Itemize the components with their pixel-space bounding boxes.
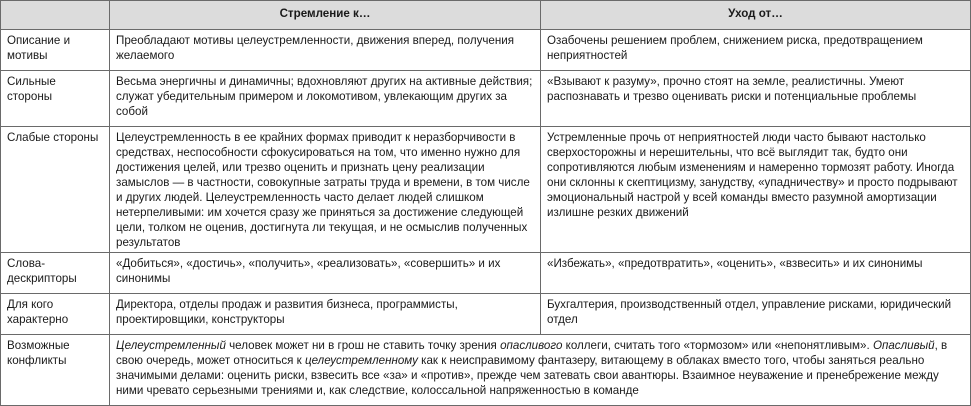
table-row-typical-for [1, 294, 971, 335]
cell-weaknesses-away: Устремленные прочь от неприятностей люди часто бывают настолько сверхосторожны и нерешительны, что всё выглядит так, будто они сопротивляются любым изменениям и намеренно тормозят работу. Иногда они склонны к скептицизму, занудству, «упадничеству» и просто подрывают эмоциональный настрой у всей команды вместо разумной амортизации излишне резких движений [541, 127, 971, 253]
header-corner-cell [1, 1, 110, 30]
row-label-weaknesses: Слабые стороны [1, 127, 110, 253]
row-label-descriptor-words: Слова-дескрипторы [1, 253, 110, 294]
cell-typical-for-toward: Директора, отделы продаж и развития бизнеса, программисты, проектировщики, конструкторы [110, 294, 541, 335]
conflicts-term-cautious-2: Опасливый [872, 339, 935, 352]
row-label-conflicts: Возможные конфликты [1, 335, 110, 406]
row-label-description: Описание и мотивы [1, 30, 110, 71]
cell-conflicts [110, 335, 971, 406]
conflicts-text-3: , в свою очередь, может относиться к [116, 339, 948, 367]
conflicts-term-cautious: опасливого [500, 339, 563, 352]
table-row-description [1, 30, 971, 71]
cell-strengths-away: «Взывают к разуму», прочно стоят на земле, реалистичны. Умеют распознавать и трезво оценивать риски и потенциальные проблемы [541, 71, 971, 127]
header-toward: Стремление к… [110, 1, 541, 30]
table-row-weaknesses [1, 127, 971, 253]
conflicts-term-goal-oriented-2: целеустремленному [304, 354, 418, 367]
conflicts-text-4: как к неисправимому фантазеру, витающему в облаках вместо того, чтобы заняться реально значимыми делами: оценить риски, взвесить все «за» и «против», прежде чем затевать свои авантюры. Взаимное неуважение и пренебрежение между ними чревато серьезными трениями и, как следствие, колоссальной напряженностью в команде [116, 354, 939, 397]
conflicts-term-goal-oriented: Целеустремленный [116, 339, 226, 352]
cell-description-toward: Преобладают мотивы целеустремленности, движения вперед, получения желаемого [110, 30, 541, 71]
cell-descriptor-words-toward: «Добиться», «достичь», «получить», «реализовать», «совершить» и их синонимы [110, 253, 541, 294]
table-row-descriptor-words [1, 253, 971, 294]
cell-descriptor-words-away: «Избежать», «предотвратить», «оценить», «взвесить» и их синонимы [541, 253, 971, 294]
cell-description-away: Озабочены решением проблем, снижением риска, предотвращением неприятностей [541, 30, 971, 71]
conflicts-text-1: человек может ни в грош не ставить точку зрения [225, 339, 501, 352]
row-label-strengths: Сильные стороны [1, 71, 110, 127]
cell-strengths-toward: Весьма энергичны и динамичны; вдохновляют других на активные действия; служат убедительным примером и локомотивом, увлекающим других за собой [110, 71, 541, 127]
header-away-from: Уход от… [541, 1, 971, 30]
cell-typical-for-away: Бухгалтерия, производственный отдел, управление рисками, юридический отдел [541, 294, 971, 335]
conflicts-text-2: коллеги, считать того «тормозом» или «непонятливым». [562, 339, 873, 352]
table-row-strengths [1, 71, 971, 127]
table-row-conflicts [1, 335, 971, 406]
table-header-row [1, 1, 971, 30]
cell-weaknesses-toward: Целеустремленность в ее крайних формах приводит к неразборчивости в средствах, неспособности сфокусироваться на том, что именно нужно для достижения целей, или трезво оценить и признать цену реализации замыслов — в частности, совокупные затраты труда и времени, в том числе и других людей. Целеустремленность часто делает людей слишком нетерпеливыми: им хочется сразу же приняться за достижение следующей цели, толком не оценив, достигнута ли текущая, и не осмыслив полученных результатов [110, 127, 541, 253]
row-label-typical-for: Для кого характерно [1, 294, 110, 335]
